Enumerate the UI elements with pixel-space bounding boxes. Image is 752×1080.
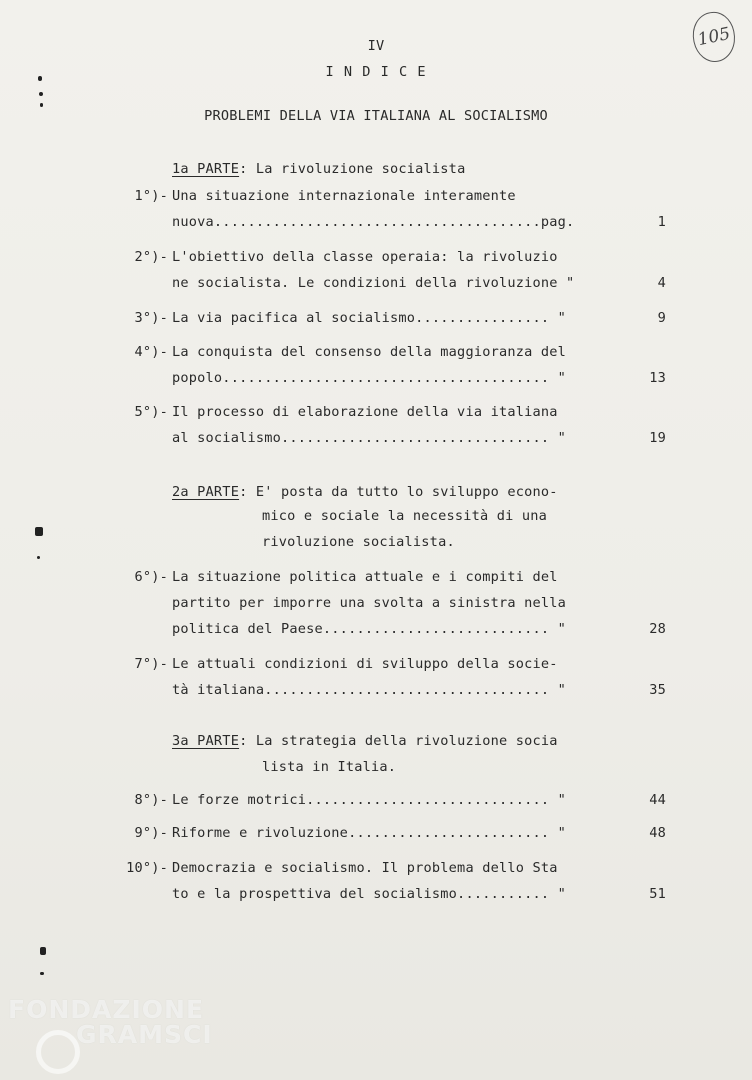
entry-10-line: to e la prospettiva del socialismo........... " xyxy=(172,886,567,902)
entry-2-page: 4 xyxy=(657,275,666,291)
entry-8-line: Le forze motrici............................. " xyxy=(172,792,567,808)
entry-6-line: La situazione politica attuale e i compiti del xyxy=(172,569,558,585)
entry-6-line: politica del Paese........................... " xyxy=(172,621,567,637)
entry-8-number: 8°)- xyxy=(134,792,168,808)
entry-7-line: tà italiana.................................. " xyxy=(172,682,567,698)
part-2-heading xyxy=(172,484,558,500)
part-3-title-line: : La strategia della rivoluzione socia xyxy=(239,733,558,749)
entry-8-page: 44 xyxy=(649,792,666,808)
roman-numeral: IV xyxy=(367,38,385,54)
part-1-label: 1a PARTE xyxy=(172,161,240,177)
entry-4-line: La conquista del consenso della maggioranza del xyxy=(172,344,567,360)
part-2-title-line: mico e sociale la necessità di una xyxy=(262,508,548,524)
entry-9-page: 48 xyxy=(649,825,666,841)
entry-6-page: 28 xyxy=(649,621,666,637)
part-3-label: 3a PARTE xyxy=(172,733,240,749)
entry-7-page: 35 xyxy=(649,682,666,698)
part-1-heading xyxy=(172,161,465,177)
margin-mark xyxy=(35,527,43,536)
watermark-text: GRAMSCI xyxy=(76,1020,213,1049)
entry-4-number: 4°)- xyxy=(134,344,168,360)
entry-9-number: 9°)- xyxy=(134,825,168,841)
part-2-label: 2a PARTE xyxy=(172,484,240,500)
margin-mark xyxy=(37,556,40,559)
entry-1-page: 1 xyxy=(657,214,666,230)
entry-3-page: 9 xyxy=(657,310,666,326)
part-1-title-line: : La rivoluzione socialista xyxy=(239,161,466,177)
index-heading: I N D I C E xyxy=(325,64,427,80)
margin-mark xyxy=(39,92,43,96)
entry-6-number: 6°)- xyxy=(134,569,168,585)
entry-1-line: Una situazione internazionale interamente xyxy=(172,188,516,204)
part-3-heading xyxy=(172,733,558,749)
entry-7-line: Le attuali condizioni di sviluppo della socie- xyxy=(172,656,558,672)
entry-10-line: Democrazia e socialismo. Il problema dello Sta xyxy=(172,860,558,876)
entry-5-number: 5°)- xyxy=(134,404,168,420)
entry-4-line: popolo....................................... " xyxy=(172,370,567,386)
handwritten-page-number: 105 xyxy=(688,8,739,66)
entry-5-line: al socialismo................................ " xyxy=(172,430,567,446)
entry-3-line: La via pacifica al socialismo................ " xyxy=(172,310,567,326)
entry-4-page: 13 xyxy=(649,370,666,386)
entry-10-page: 51 xyxy=(649,886,666,902)
margin-mark xyxy=(38,76,42,81)
entry-2-line: L'obiettivo della classe operaia: la rivoluzio xyxy=(172,249,558,265)
part-2-title-line: rivoluzione socialista. xyxy=(262,534,455,550)
entry-5-line: Il processo di elaborazione della via italiana xyxy=(172,404,558,420)
entry-7-number: 7°)- xyxy=(134,656,168,672)
entry-10-number: 10°)- xyxy=(126,860,168,876)
margin-mark xyxy=(40,972,44,975)
margin-mark xyxy=(40,947,46,955)
part-2-title-line: : E' posta da tutto lo sviluppo econo- xyxy=(239,484,558,500)
watermark-text: FONDAZIONE xyxy=(8,995,205,1024)
watermark-logo-icon xyxy=(36,1030,80,1074)
entry-6-line: partito per imporre una svolta a sinistra nella xyxy=(172,595,567,611)
entry-1-line: nuova.......................................pag. xyxy=(172,214,575,230)
document-title: PROBLEMI DELLA VIA ITALIANA AL SOCIALISMO xyxy=(204,108,548,124)
entry-3-number: 3°)- xyxy=(134,310,168,326)
entry-9-line: Riforme e rivoluzione........................ " xyxy=(172,825,567,841)
entry-2-number: 2°)- xyxy=(134,249,168,265)
entry-5-page: 19 xyxy=(649,430,666,446)
part-3-title-line: lista in Italia. xyxy=(262,759,397,775)
entry-2-line: ne socialista. Le condizioni della rivoluzione " xyxy=(172,275,575,291)
entry-1-number: 1°)- xyxy=(134,188,168,204)
margin-mark xyxy=(40,103,43,107)
